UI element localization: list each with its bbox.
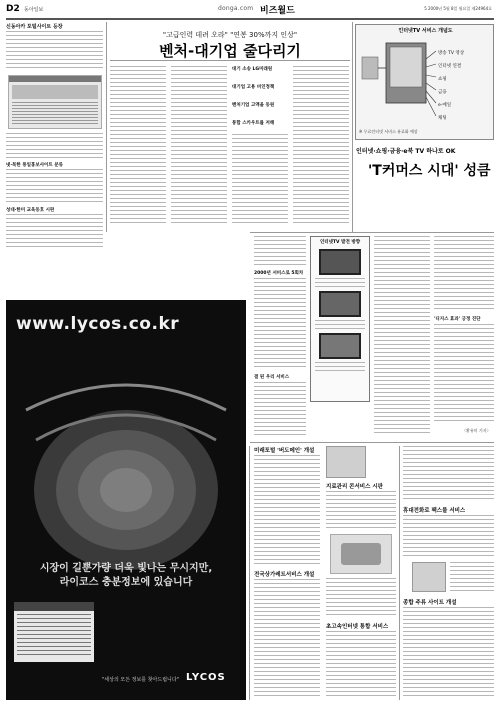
tv-image-3	[319, 333, 361, 359]
tcommerce-sub1: 2000년 서비스로 5회차	[254, 271, 304, 276]
section-rule	[250, 232, 494, 233]
site-name: donga.com	[218, 5, 254, 12]
subhead-1: 대기 소송 LG미래원	[232, 67, 273, 72]
tcommerce-col-1c	[254, 382, 306, 438]
left-item3-body	[6, 214, 103, 248]
headline-rule	[110, 60, 350, 61]
ad-tagline: "세상의 모든 정보를 찾아드립니다"	[102, 677, 179, 683]
ad-url[interactable]: www.lycos.co.kr	[16, 314, 180, 334]
ad-slogan-line-2: 라이코스 충분정보에 있습니다	[59, 577, 193, 588]
panel-text-3	[315, 362, 365, 374]
brief5-body-2	[450, 562, 494, 592]
column-divider	[106, 22, 107, 232]
brief-right-text	[403, 446, 494, 502]
header-rule	[6, 18, 494, 20]
tv-image-2	[319, 291, 361, 317]
column-divider	[399, 446, 400, 700]
tcommerce-sub2: 결 된 우리 서비스	[254, 375, 290, 380]
tcommerce-col-1b	[254, 278, 306, 370]
story-kicker: "고급인력 데려 오라" "연봉 30%까지 인상"	[162, 31, 298, 39]
ad-service-list	[14, 602, 94, 662]
masthead	[6, 3, 494, 19]
left-item2-body	[6, 169, 103, 203]
lycos-advertisement[interactable]	[6, 300, 246, 700]
story-col-1	[110, 66, 166, 226]
brief5-body	[403, 515, 494, 559]
left-item1-body	[6, 31, 103, 71]
subhead-2: 대기업 고용 비인정책	[232, 85, 275, 90]
story-col-3	[232, 134, 288, 226]
label-chat: 채팅	[438, 116, 447, 121]
tcommerce-col-4b	[434, 324, 494, 424]
brief6-body	[403, 607, 494, 699]
center-story	[110, 22, 350, 232]
development-panel	[310, 236, 370, 402]
brief3-title: 지료관리 콘서비스 시판	[326, 484, 383, 490]
tcommerce-byline: 〈황유미 기자〉	[462, 428, 491, 433]
subhead-4: 통합 스카우트를 저해	[232, 121, 275, 126]
brief4-title: 초고속인터넷 통합 서비스	[326, 624, 389, 630]
panel-title: 인터넷TV 발전 방향	[319, 240, 361, 245]
story-subheads	[232, 66, 288, 126]
ad-slogan	[14, 562, 238, 590]
label-internet: 인터넷 연결	[438, 64, 462, 69]
ad-brand-logo[interactable]: LYCOS	[186, 672, 226, 683]
brief2-body	[254, 579, 320, 699]
tcommerce-sub3: '디지스 효과' 긍정 진단	[434, 317, 481, 322]
paper-name: 동아일보	[24, 7, 44, 13]
tcommerce-kicker: 인터넷·쇼핑·금융·e북 TV 하나로 OK	[356, 148, 456, 155]
screenshot-thumbnail	[8, 75, 102, 129]
infographic-title: 인터넷TV 서비스 개념도	[398, 28, 453, 34]
brief1-title: 미래포털 '버도메인' 개설	[254, 448, 315, 454]
subhead-3: 벤처기업 고액을 동원	[232, 103, 275, 108]
left-item1-title: 신동아카 포털사이트 등장	[6, 24, 63, 30]
tv-image-1	[319, 249, 361, 275]
panel-text-2	[315, 320, 365, 330]
issue-date: 5 2000년 5월 8일 월요일 제24964호	[424, 6, 492, 11]
label-email: e-메일	[438, 103, 452, 108]
section-rule	[250, 442, 494, 443]
infographic-caption: ※ 무료인터넷 서비스 유료화 예상	[359, 129, 418, 134]
brief1-body	[254, 455, 320, 565]
brief3-body	[326, 491, 396, 531]
left-item1-body-2	[6, 133, 103, 159]
infographic-labels	[438, 47, 494, 125]
left-item2-title: 넷·북한 통일홍보사이트 분류	[6, 163, 64, 168]
tcommerce-col-1	[254, 236, 306, 266]
column-divider	[352, 22, 353, 232]
tcommerce-col-4	[434, 236, 494, 312]
infographic	[355, 24, 494, 140]
page-number: D2	[6, 4, 20, 14]
label-finance: 금융	[438, 90, 447, 95]
brief-photo	[326, 446, 366, 478]
left-column	[6, 23, 104, 231]
product-image	[330, 534, 392, 574]
story-col-4	[293, 66, 349, 226]
ad-slogan-line-1: 시장이 길뿐가량 더욱 빛나는 무시지만,	[39, 563, 213, 574]
brief5-title: 휴대전화로 팩스를 서비스	[403, 508, 466, 514]
story-col-2	[171, 66, 227, 226]
label-shopping: 쇼핑	[438, 77, 447, 82]
brief3-body-2	[326, 578, 396, 618]
ad-rope-illustration	[6, 350, 246, 580]
brief6-title: 종합 주류 사이트 개설	[403, 600, 457, 606]
brief2-title: 전국상가레트서비스 개설	[254, 572, 315, 578]
brief4-body	[326, 631, 396, 699]
tcommerce-headline: 'T커머스 시대' 성큼	[368, 163, 491, 179]
left-item3-title: 성대·한미 교육동호 시판	[6, 208, 55, 213]
section-name: 비즈월드	[260, 6, 295, 16]
tcommerce-col-3	[374, 236, 430, 436]
panel-text-1	[315, 278, 365, 288]
story-headline: 벤처-대기업 줄다리기	[159, 42, 301, 60]
phone-image	[412, 562, 446, 592]
column-divider	[249, 446, 250, 700]
label-broadcast: 방송 TV 영상	[438, 51, 465, 56]
